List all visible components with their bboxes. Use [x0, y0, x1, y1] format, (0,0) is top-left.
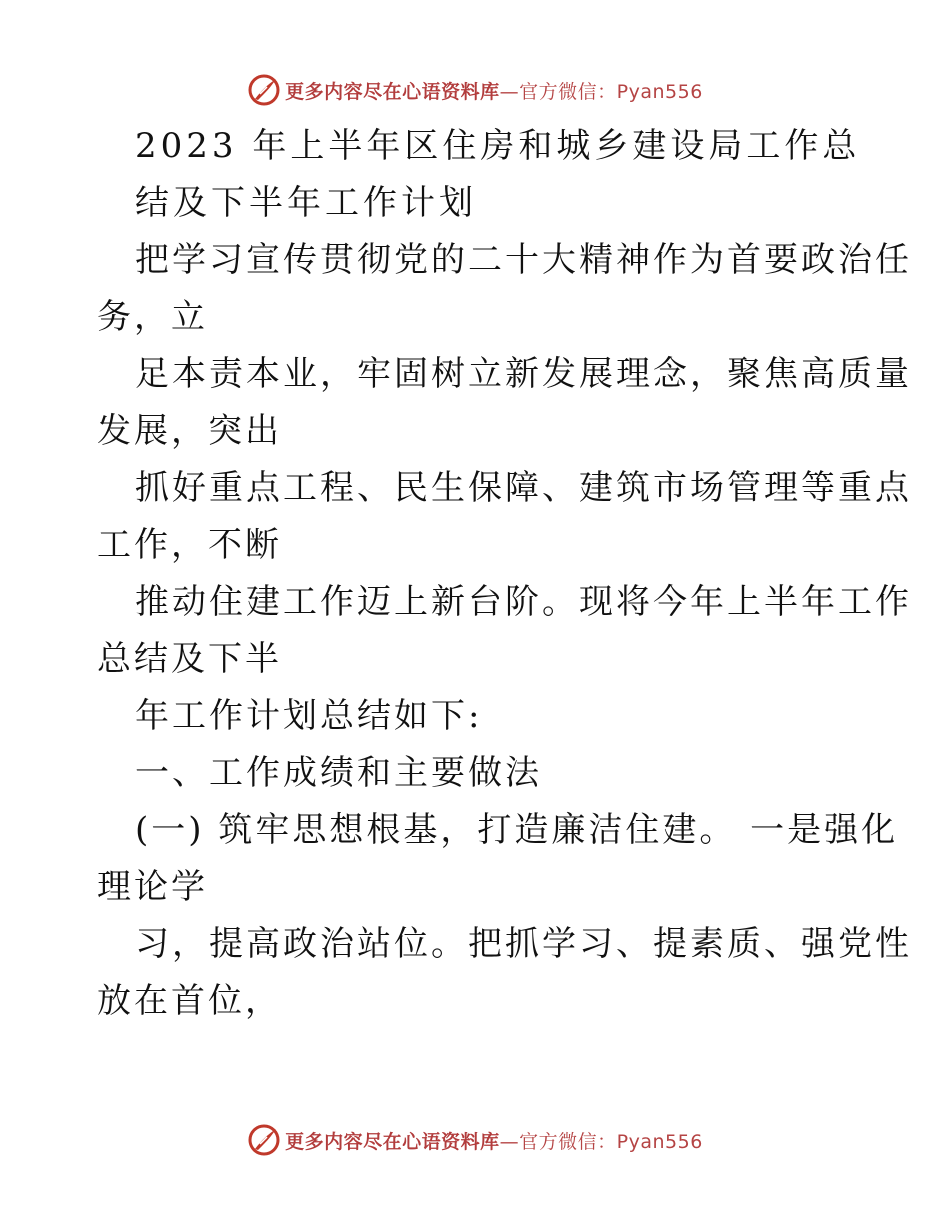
paragraph-line: 理论学 — [97, 867, 208, 907]
paragraph-line: 习，提高政治站位。把抓学习、提素质、强党性 — [135, 924, 912, 964]
paragraph-line: 总结及下半 — [97, 639, 282, 679]
paragraph-line: 工作，不断 — [97, 525, 282, 565]
paragraph-line: 把学习宣传贯彻党的二十大精神作为首要政治任 — [135, 240, 912, 280]
paragraph-line: 发展，突出 — [97, 411, 282, 451]
banner-dash: — — [499, 1130, 520, 1153]
banner-wechat-text: 官方微信：Pyan556 — [519, 1130, 703, 1153]
banner-wechat-text: 官方微信：Pyan556 — [519, 80, 703, 103]
banner-site-text: 更多内容尽在心语资料库 — [285, 80, 500, 103]
banner-dash: — — [499, 80, 520, 103]
document-title-line-1: 2023 年上半年区住房和城乡建设局工作总 — [135, 126, 861, 166]
paragraph-line: 务，立 — [97, 297, 208, 337]
quill-logo-icon — [247, 73, 281, 107]
paragraph-line: 抓好重点工程、民生保障、建筑市场管理等重点 — [135, 468, 912, 508]
header-watermark-banner — [0, 70, 950, 110]
banner-text — [285, 1127, 703, 1154]
paragraph-line: 足本责本业，牢固树立新发展理念，聚焦高质量 — [135, 354, 912, 394]
paragraph-line: 推动住建工作迈上新台阶。现将今年上半年工作 — [135, 582, 912, 622]
banner-site-text: 更多内容尽在心语资料库 — [285, 1130, 500, 1153]
footer-watermark-banner — [0, 1120, 950, 1160]
document-body — [97, 118, 912, 1030]
section-heading: 一、工作成绩和主要做法 — [135, 753, 542, 793]
paragraph-line: 年工作计划总结如下: — [135, 696, 483, 736]
quill-logo-icon — [247, 1123, 281, 1157]
banner-text — [285, 77, 703, 104]
subsection-heading-line: (一) 筑牢思想根基，打造廉洁住建。 一是强化 — [135, 810, 899, 850]
document-title-line-2: 结及下半年工作计划 — [135, 183, 477, 223]
paragraph-line: 放在首位， — [97, 981, 282, 1021]
